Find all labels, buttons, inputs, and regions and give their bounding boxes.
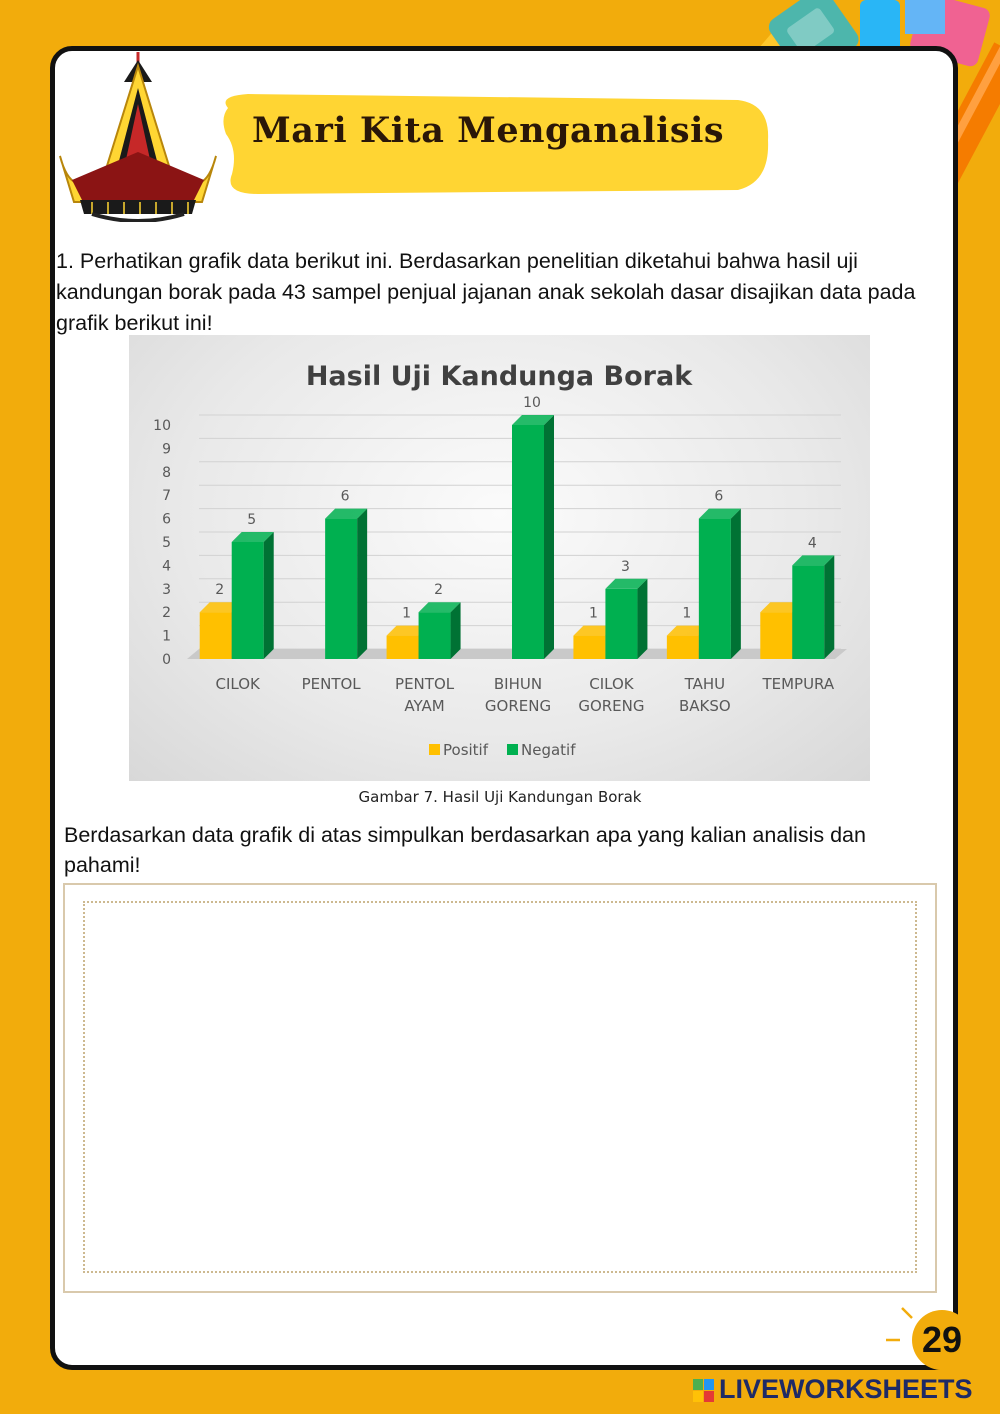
x-tick-label: GORENG xyxy=(578,697,645,715)
data-label: 1 xyxy=(682,605,692,622)
data-label: 3 xyxy=(620,558,630,575)
negatif-bar-side xyxy=(544,415,554,659)
negatif-bar-side xyxy=(731,509,741,659)
negatif-bar-side xyxy=(637,579,647,659)
y-tick-label: 6 xyxy=(162,511,171,528)
x-tick-label: CILOK xyxy=(215,675,260,693)
x-tick-label: TEMPURA xyxy=(762,675,835,693)
positif-bar xyxy=(760,612,792,659)
answer-box xyxy=(63,883,937,1293)
data-label: 2 xyxy=(434,582,444,599)
y-tick-label: 1 xyxy=(162,628,171,645)
liveworksheets-logo-icon xyxy=(693,1379,715,1403)
positif-bar xyxy=(573,636,605,659)
x-tick-label: TAHU xyxy=(684,675,726,693)
x-tick-label: GORENG xyxy=(484,697,552,715)
positif-bar xyxy=(200,612,232,659)
chart-title: Hasil Uji Kandunga Borak xyxy=(305,361,693,392)
chart-canvas xyxy=(129,335,870,781)
negatif-bar-side xyxy=(264,532,274,659)
legend-label-negatif: Negatif xyxy=(521,741,576,759)
data-label: 5 xyxy=(247,512,257,528)
y-tick-label: 10 xyxy=(153,418,171,434)
siger-crown-icon xyxy=(52,52,232,222)
x-tick-label: CILOK xyxy=(589,675,634,693)
legend-swatch-negatif xyxy=(507,744,518,755)
legend-swatch-positif xyxy=(429,744,440,755)
negatif-bar xyxy=(419,612,451,659)
negatif-bar-side xyxy=(824,555,834,659)
x-tick-label: PENTOL xyxy=(301,675,361,693)
y-tick-label: 2 xyxy=(162,605,171,622)
legend-label-positif: Positif xyxy=(443,741,488,759)
data-label: 1 xyxy=(588,605,598,622)
figure-caption: Gambar 7. Hasil Uji Kandungan Borak xyxy=(358,788,642,806)
positif-bar xyxy=(387,636,419,659)
x-tick-label: BAKSO xyxy=(678,697,731,715)
x-tick-label: AYAM xyxy=(404,697,445,715)
x-tick-label: BIHUN xyxy=(493,675,543,693)
data-label: 10 xyxy=(523,395,541,411)
y-tick-label: 8 xyxy=(162,464,171,481)
y-tick-label: 4 xyxy=(162,558,171,575)
page-number: 29 xyxy=(912,1310,972,1370)
data-label: 2 xyxy=(215,582,225,599)
y-tick-label: 5 xyxy=(162,535,171,551)
negatif-bar-side xyxy=(357,509,367,659)
bar-chart xyxy=(129,335,870,781)
positif-bar xyxy=(667,636,699,659)
negatif-bar xyxy=(232,542,264,659)
data-label: 6 xyxy=(340,488,350,505)
answer-input[interactable] xyxy=(83,901,917,1273)
y-tick-label: 0 xyxy=(162,652,171,668)
negatif-bar xyxy=(325,519,357,659)
negatif-bar xyxy=(792,565,824,659)
page-title: Mari Kita Menganalisis xyxy=(252,110,725,151)
y-tick-label: 7 xyxy=(162,488,171,505)
negatif-bar xyxy=(512,425,544,659)
y-tick-label: 9 xyxy=(162,441,171,458)
data-label: 1 xyxy=(402,605,412,622)
negatif-bar xyxy=(699,519,731,659)
question-text: 1. Perhatikan grafik data berikut ini. Berdasarkan penelitian diketahui bahwa hasil uji kandungan borak pada 43 sampel penjual jajanan anak sekolah dasar disajikan data pada grafik berikut ini! xyxy=(56,249,916,335)
negatif-bar-side xyxy=(451,602,461,659)
y-tick-label: 3 xyxy=(162,581,171,598)
negatif-bar xyxy=(605,589,637,659)
x-tick-label: PENTOL xyxy=(395,675,455,693)
data-label: 4 xyxy=(807,535,817,552)
data-label: 6 xyxy=(714,488,724,505)
liveworksheets-brand[interactable]: LIVEWORKSHEETS xyxy=(719,1374,973,1404)
analysis-prompt: Berdasarkan data grafik di atas simpulkan berdasarkan apa yang kalian analisis dan pahami! xyxy=(64,823,866,877)
